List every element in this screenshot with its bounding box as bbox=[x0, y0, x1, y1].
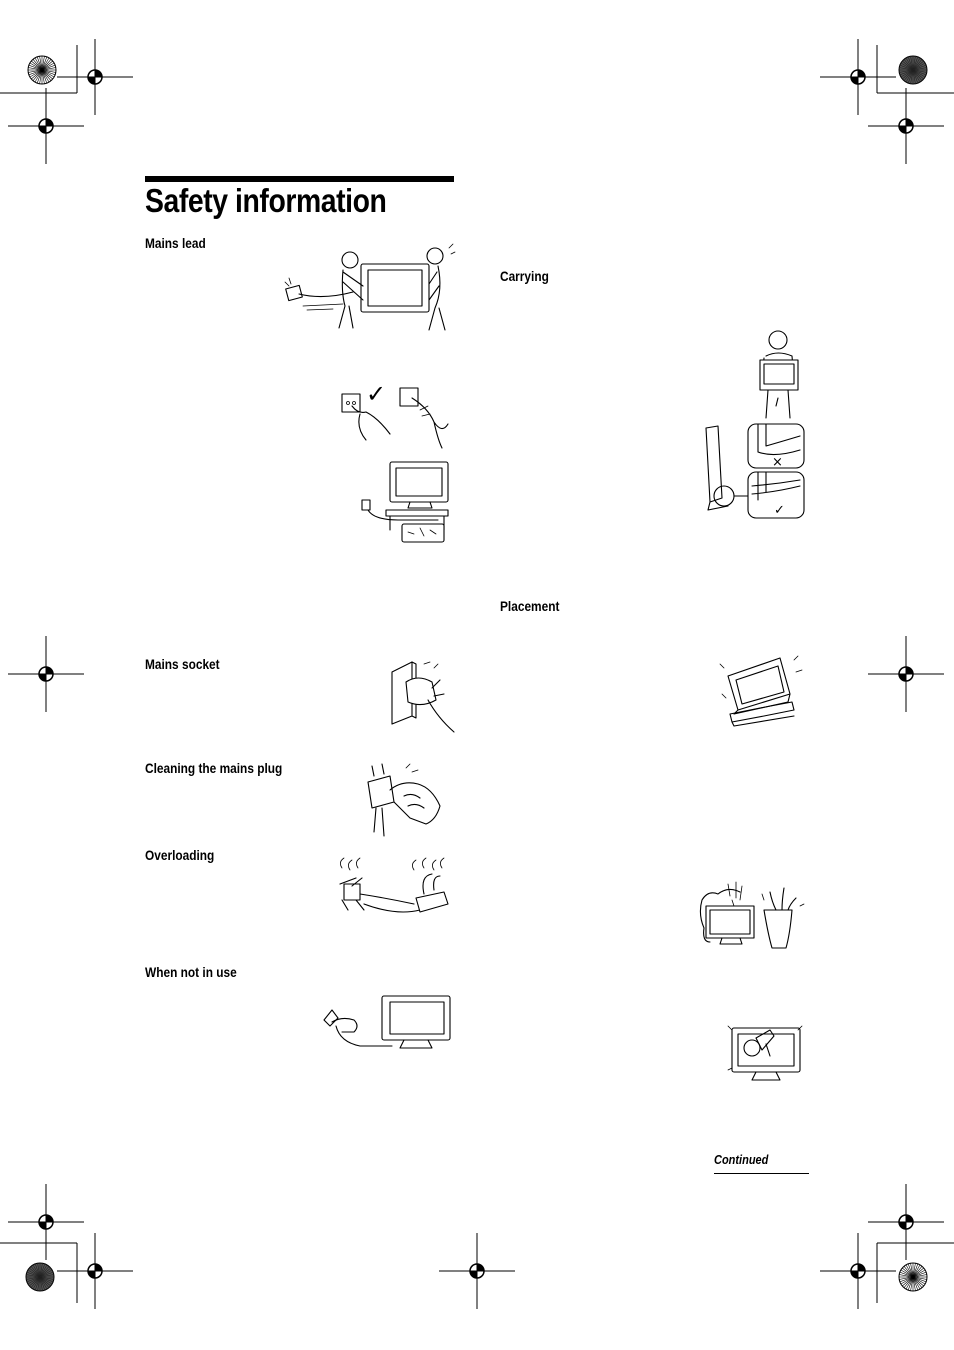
mains-socket-illustration bbox=[388, 660, 456, 740]
person-carrying-tv-illustration bbox=[752, 328, 802, 420]
heading-mains-socket: Mains socket bbox=[145, 657, 220, 672]
page-title: Safety information bbox=[145, 182, 387, 219]
registration-target-icon bbox=[868, 1184, 944, 1260]
holding-tv-detail-illustration bbox=[700, 422, 808, 520]
overloading-illustration bbox=[336, 858, 450, 916]
starburst-mark-icon bbox=[899, 56, 927, 84]
registration-target-icon bbox=[820, 39, 896, 115]
unstable-tv-illustration bbox=[720, 654, 802, 728]
falling-object-illustration bbox=[726, 1022, 806, 1084]
heading-placement: Placement bbox=[500, 599, 560, 614]
registration-target-icon bbox=[57, 1233, 133, 1309]
starburst-mark-icon bbox=[28, 56, 56, 84]
cord-under-stand-illustration bbox=[358, 458, 450, 548]
starburst-mark-icon bbox=[899, 1263, 927, 1291]
registration-target-icon bbox=[8, 88, 84, 164]
registration-target-icon bbox=[868, 88, 944, 164]
humidity-illustration bbox=[698, 880, 804, 950]
plug-removal-illustration bbox=[338, 380, 458, 450]
registration-target-icon bbox=[868, 636, 944, 712]
check-icon: ✓ bbox=[366, 380, 387, 408]
heading-not-in-use: When not in use bbox=[145, 965, 237, 980]
registration-target-icon bbox=[439, 1233, 515, 1309]
heading-cleaning: Cleaning the mains plug bbox=[145, 761, 283, 776]
check-small-icon: ✓ bbox=[774, 503, 785, 518]
cleaning-plug-illustration bbox=[360, 762, 444, 838]
starburst-mark-icon bbox=[26, 1263, 54, 1291]
heading-mains-lead: Mains lead bbox=[145, 236, 206, 251]
cross-icon: × bbox=[772, 455, 783, 470]
registration-target-icon bbox=[8, 1184, 84, 1260]
registration-target-icon bbox=[820, 1233, 896, 1309]
heading-carrying: Carrying bbox=[500, 269, 549, 284]
registration-target-icon bbox=[57, 39, 133, 115]
heading-overloading: Overloading bbox=[145, 848, 215, 863]
registration-target-icon bbox=[8, 636, 84, 712]
continued-rule bbox=[714, 1173, 809, 1174]
continued-label: Continued bbox=[714, 1153, 769, 1167]
carrying-tv-cord-illustration bbox=[283, 242, 455, 332]
unplug-not-in-use-illustration bbox=[320, 992, 454, 1052]
